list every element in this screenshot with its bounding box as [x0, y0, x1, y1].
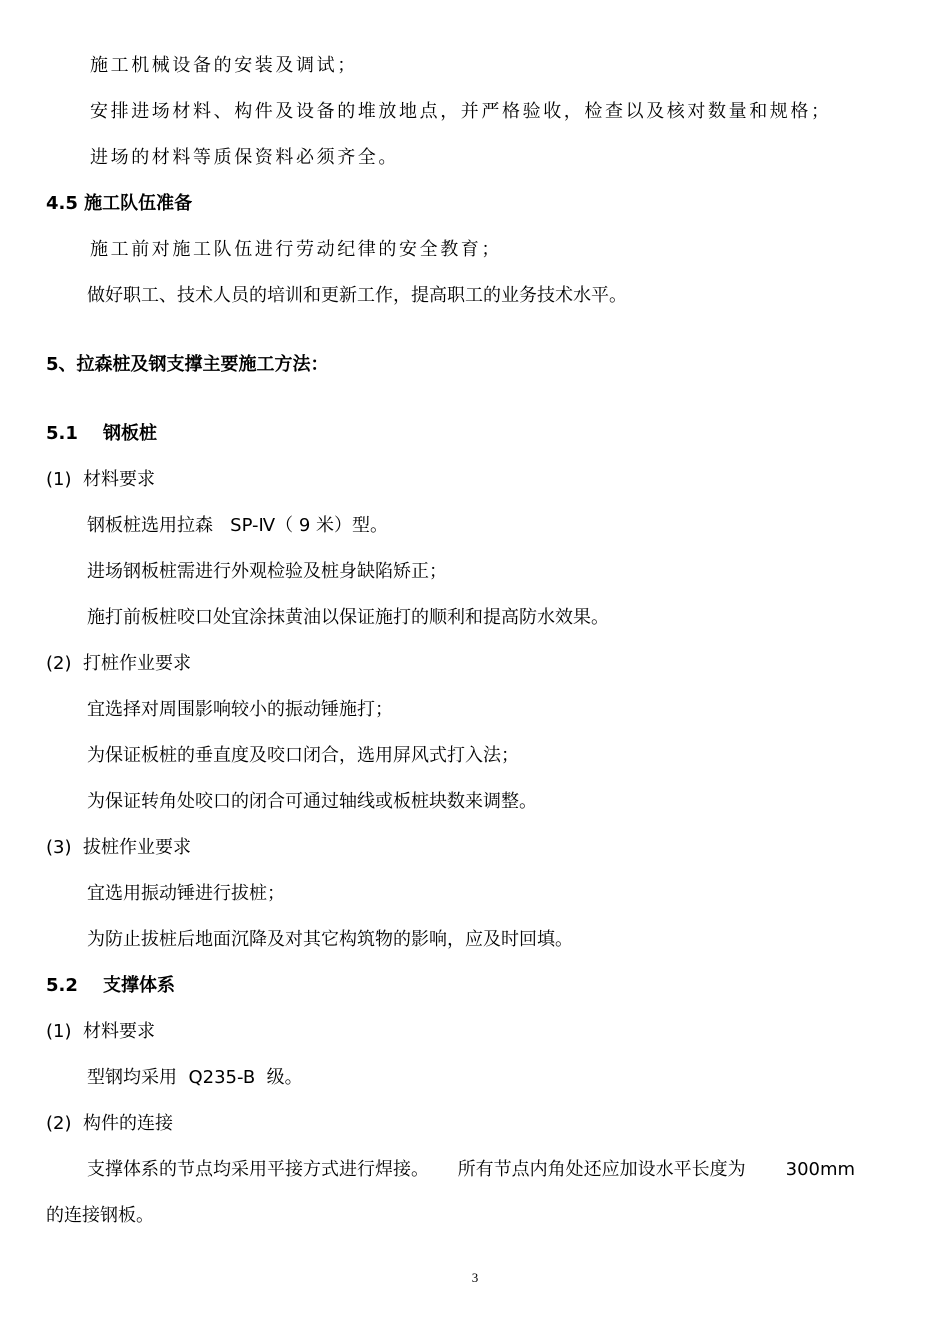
body-text: 的连接钢板。	[46, 1205, 154, 1226]
section-heading-5: 5、拉森桩及钢支撑主要施工方法：	[46, 354, 329, 375]
subheading: (1) 材料要求	[46, 469, 155, 490]
body-text: 施打前板桩咬口处宜涂抹黄油以保证施打的顺利和提高防水效果。	[87, 607, 609, 628]
subheading: (2) 打桩作业要求	[46, 653, 191, 674]
body-text: 安排进场材料、构件及设备的堆放地点，并严格验收，检查以及核对数量和规格；	[90, 101, 832, 122]
body-text: 进场钢板桩需进行外观检验及桩身缺陷矫正；	[87, 561, 447, 582]
body-text: 为保证板桩的垂直度及咬口闭合，选用屏风式打入法；	[87, 745, 519, 766]
section-heading-5-2: 5.2 支撑体系	[46, 975, 175, 996]
body-text: 宜选择对周围影响较小的振动锤施打；	[87, 699, 393, 720]
body-text: 为保证转角处咬口的闭合可通过轴线或板桩块数来调整。	[87, 791, 537, 812]
page-number: 3	[471, 1270, 479, 1285]
section-heading-4-5: 4.5 施工队伍准备	[46, 193, 193, 214]
body-text: 进场的材料等质保资料必须齐全。	[90, 147, 399, 168]
body-text: 型钢均采用 Q235-B 级。	[87, 1067, 303, 1088]
section-heading-5-1: 5.1 钢板桩	[46, 423, 157, 444]
body-text: 施工机械设备的安装及调试；	[90, 55, 358, 76]
body-text: 做好职工、技术人员的培训和更新工作，提高职工的业务技术水平。	[87, 285, 627, 306]
body-text: 钢板桩选用拉森 SP-Ⅳ（ 9 米）型。	[87, 515, 389, 536]
subheading: (2) 构件的连接	[46, 1113, 173, 1134]
body-text: 为防止拔桩后地面沉降及对其它构筑物的影响，应及时回填。	[87, 929, 573, 950]
body-text: 支撑体系的节点均采用平接方式进行焊接。 所有节点内角处还应加设水平长度为 300mm	[87, 1159, 856, 1180]
subheading: (1) 材料要求	[46, 1021, 155, 1042]
body-text: 施工前对施工队伍进行劳动纪律的安全教育；	[90, 239, 502, 260]
body-text: 宜选用振动锤进行拔桩；	[87, 883, 285, 904]
subheading: (3) 拔桩作业要求	[46, 837, 191, 858]
